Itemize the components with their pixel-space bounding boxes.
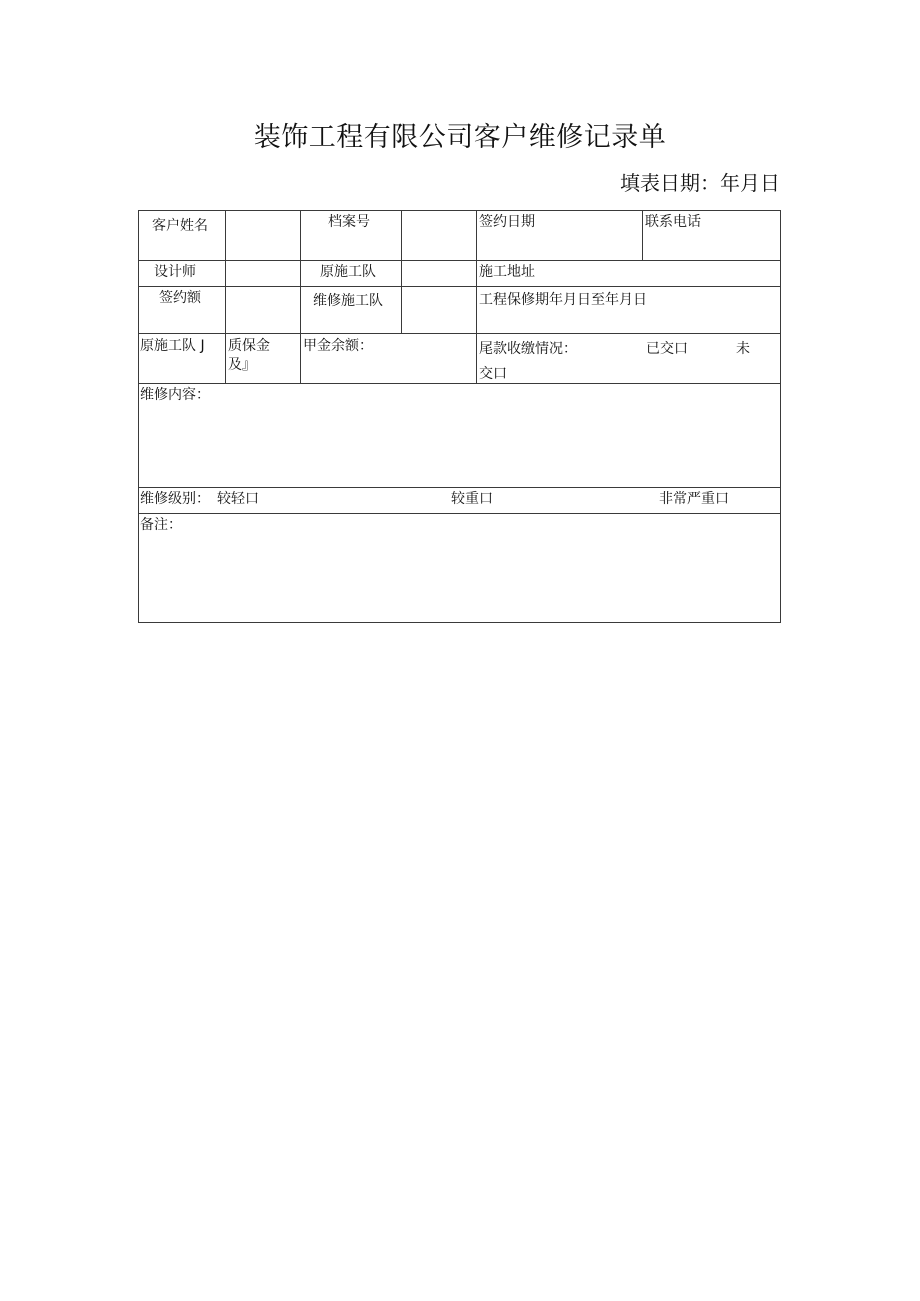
final-payment-label: 尾款收缴情况： xyxy=(479,341,577,357)
column-divider xyxy=(642,210,643,260)
construction-address-label: 施工地址 xyxy=(479,264,535,280)
contact-phone-label: 联系电话 xyxy=(645,214,701,230)
column-divider xyxy=(225,210,226,383)
contract-amount-label: 签约额 xyxy=(159,290,201,306)
column-divider xyxy=(476,210,477,383)
deposit-label-cont: 及』 xyxy=(228,357,256,373)
original-team-label: 原施工队 xyxy=(320,264,376,280)
party-a-balance-label: 甲金余额： xyxy=(303,338,373,354)
repair-level-heavy-option: 较重口 xyxy=(451,491,493,507)
repair-level-severe-option: 非常严重口 xyxy=(659,491,729,507)
column-divider xyxy=(401,210,402,333)
repair-level-light-option: 较轻口 xyxy=(217,491,259,507)
row-divider xyxy=(138,513,781,514)
deposit-label: 质保金 xyxy=(228,338,270,354)
warranty-period-label: 工程保修期年月日至年月日 xyxy=(479,292,647,308)
paid-option: 已交口 xyxy=(646,341,688,357)
unpaid-option: 未 xyxy=(736,341,750,357)
row-divider xyxy=(138,333,781,334)
remarks-label: 备注： xyxy=(140,517,182,533)
repair-record-form xyxy=(138,210,781,623)
row-divider xyxy=(138,286,781,287)
row-divider xyxy=(138,383,781,384)
designer-label: 设计师 xyxy=(154,264,196,280)
original-team-j-label: 原施工队 J xyxy=(140,338,205,354)
file-number-label: 档案号 xyxy=(328,214,370,230)
document-title: 装饰工程有限公司客户维修记录单 xyxy=(253,122,667,153)
customer-name-label: 客户姓名 xyxy=(152,218,208,234)
column-divider xyxy=(300,210,301,383)
repair-content-label: 维修内容： xyxy=(140,387,210,403)
fill-date: 填表日期：年月日 xyxy=(620,171,780,195)
repair-team-label: 维修施工队 xyxy=(313,293,383,309)
unpaid-option-cont: 交口 xyxy=(479,366,507,382)
sign-date-label: 签约日期 xyxy=(479,214,535,230)
row-divider xyxy=(138,260,781,261)
repair-level-label: 维修级别： xyxy=(140,491,210,507)
